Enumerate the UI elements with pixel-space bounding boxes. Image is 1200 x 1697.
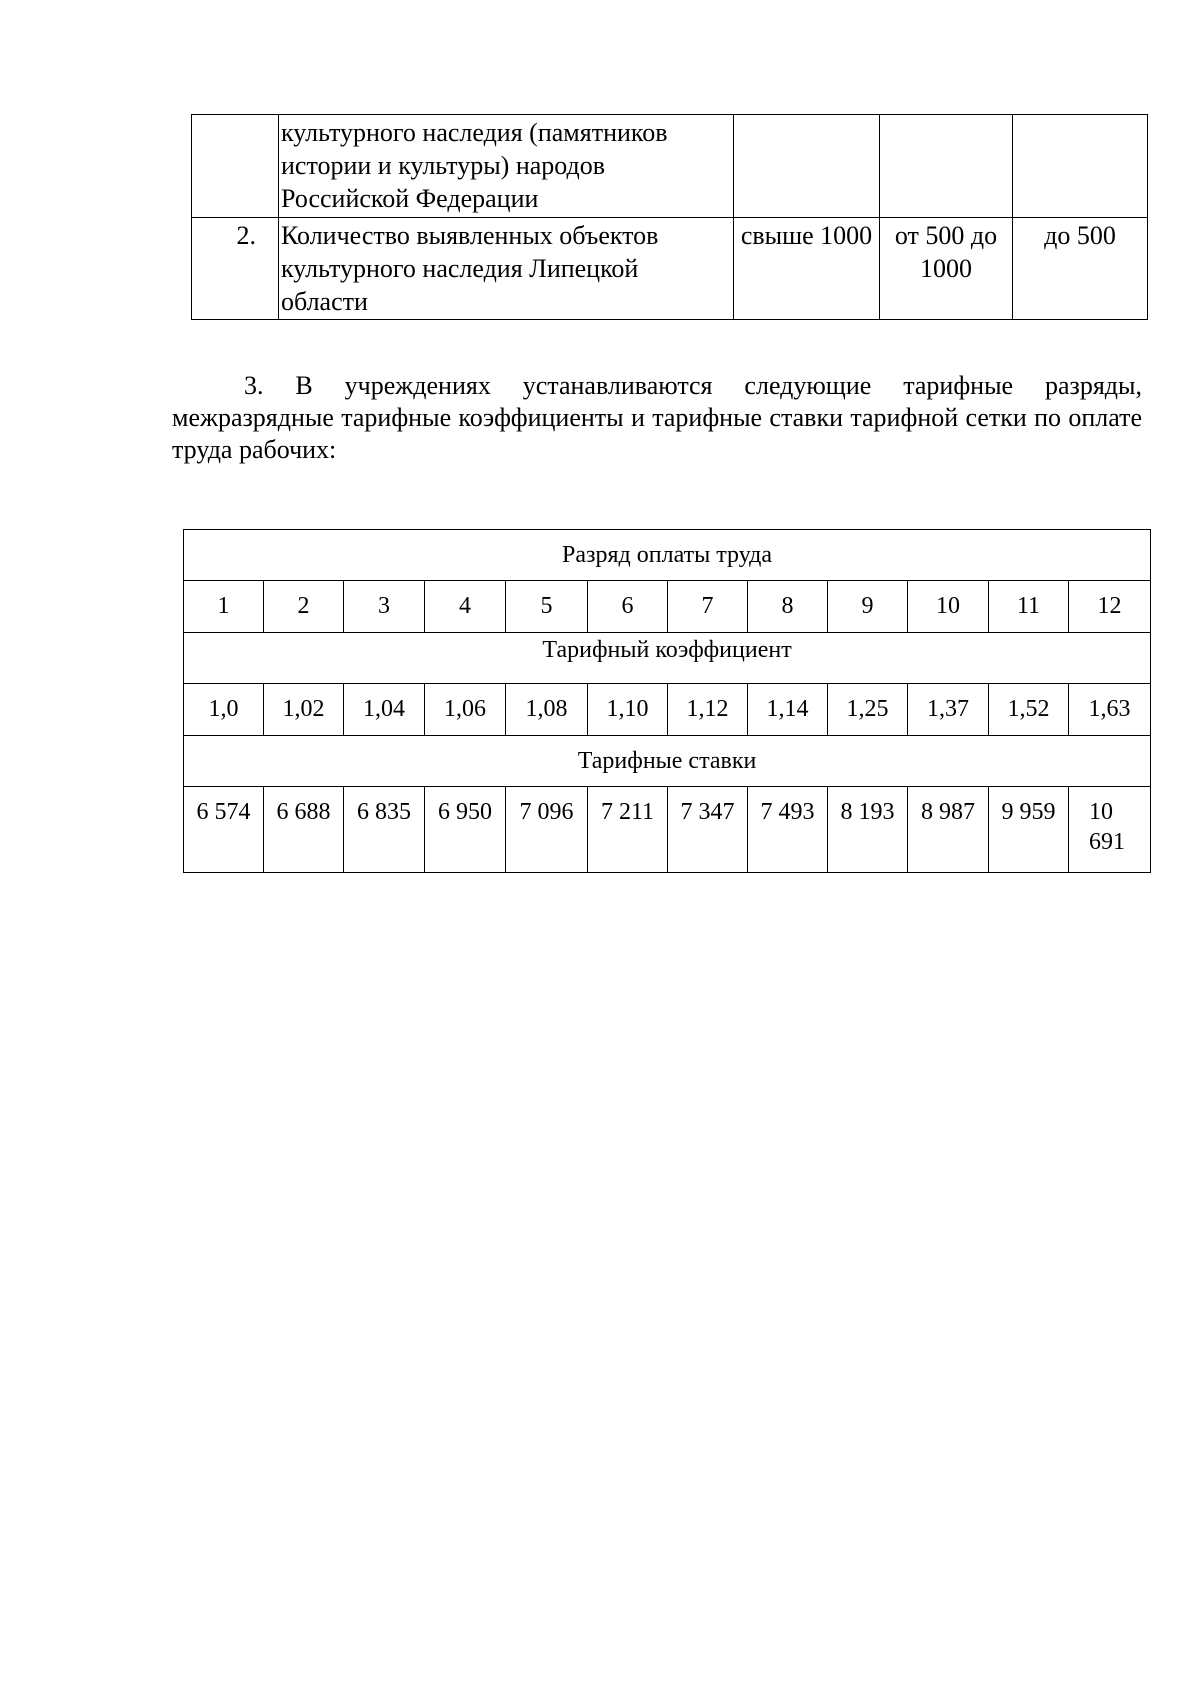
group-3-value <box>1013 115 1148 218</box>
coefficients-row <box>184 684 1151 736</box>
grades-row <box>184 581 1151 633</box>
coefficient-cell: 1,08 <box>506 684 588 736</box>
row-number <box>192 115 279 218</box>
group-2-value <box>880 115 1013 218</box>
rates-row <box>184 787 1151 873</box>
coefficient-cell: 1,25 <box>828 684 908 736</box>
coefficient-cell: 1,04 <box>344 684 425 736</box>
table-row <box>184 633 1151 684</box>
grade-cell: 3 <box>344 581 425 633</box>
coefficient-cell: 1,12 <box>668 684 748 736</box>
criteria-table <box>191 114 1148 320</box>
rate-cell: 7 211 <box>588 787 668 873</box>
coefficient-cell: 1,52 <box>989 684 1069 736</box>
grade-cell: 6 <box>588 581 668 633</box>
coefficient-cell: 1,63 <box>1069 684 1151 736</box>
coefficient-cell: 1,06 <box>425 684 506 736</box>
table-row <box>184 736 1151 787</box>
coefficient-cell: 1,02 <box>264 684 344 736</box>
table-row <box>192 115 1148 218</box>
paragraph-3: 3. В учреждениях устанавливаются следующие тарифные разряды, межразрядные тарифные коэффициенты и тарифные ставки тарифной сетки по оплате труда рабочих: <box>172 371 1142 464</box>
rate-cell: 7 493 <box>748 787 828 873</box>
rate-cell: 8 987 <box>908 787 989 873</box>
grade-cell: 1 <box>184 581 264 633</box>
grade-cell: 9 <box>828 581 908 633</box>
grade-cell: 2 <box>264 581 344 633</box>
group-1-value: свыше 1000 <box>734 218 880 320</box>
rate-cell: 6 574 <box>184 787 264 873</box>
table-row <box>192 218 1148 320</box>
tariff-table <box>183 529 1151 873</box>
rate-cell: 9 959 <box>989 787 1069 873</box>
rate-cell: 10 691 <box>1069 787 1151 873</box>
rate-cell: 7 096 <box>506 787 588 873</box>
rate-cell: 7 347 <box>668 787 748 873</box>
coefficient-cell: 1,37 <box>908 684 989 736</box>
coefficient-cell: 1,0 <box>184 684 264 736</box>
grade-cell: 11 <box>989 581 1069 633</box>
rate-cell: 8 193 <box>828 787 908 873</box>
grade-cell: 12 <box>1069 581 1151 633</box>
coefficient-cell: 1,14 <box>748 684 828 736</box>
group-2-value: от 500 до 1000 <box>880 218 1013 320</box>
rate-cell: 6 950 <box>425 787 506 873</box>
coefficient-header: Тарифный коэффициент <box>184 633 1151 684</box>
row-number: 2. <box>192 218 279 320</box>
criterion-name: Количество выявленных объектов культурного наследия Липецкой области <box>279 218 734 320</box>
rates-header: Тарифные ставки <box>184 736 1151 787</box>
grade-cell: 8 <box>748 581 828 633</box>
group-1-value <box>734 115 880 218</box>
grade-cell: 7 <box>668 581 748 633</box>
coefficient-cell: 1,10 <box>588 684 668 736</box>
rate-cell: 6 835 <box>344 787 425 873</box>
grade-cell: 4 <box>425 581 506 633</box>
group-3-value: до 500 <box>1013 218 1148 320</box>
criterion-name: культурного наследия (памятников истории и культуры) народов Российской Федерации <box>279 115 734 218</box>
grade-cell: 10 <box>908 581 989 633</box>
grade-cell: 5 <box>506 581 588 633</box>
grade-header: Разряд оплаты труда <box>184 530 1151 581</box>
rate-cell: 6 688 <box>264 787 344 873</box>
table-row <box>184 530 1151 581</box>
